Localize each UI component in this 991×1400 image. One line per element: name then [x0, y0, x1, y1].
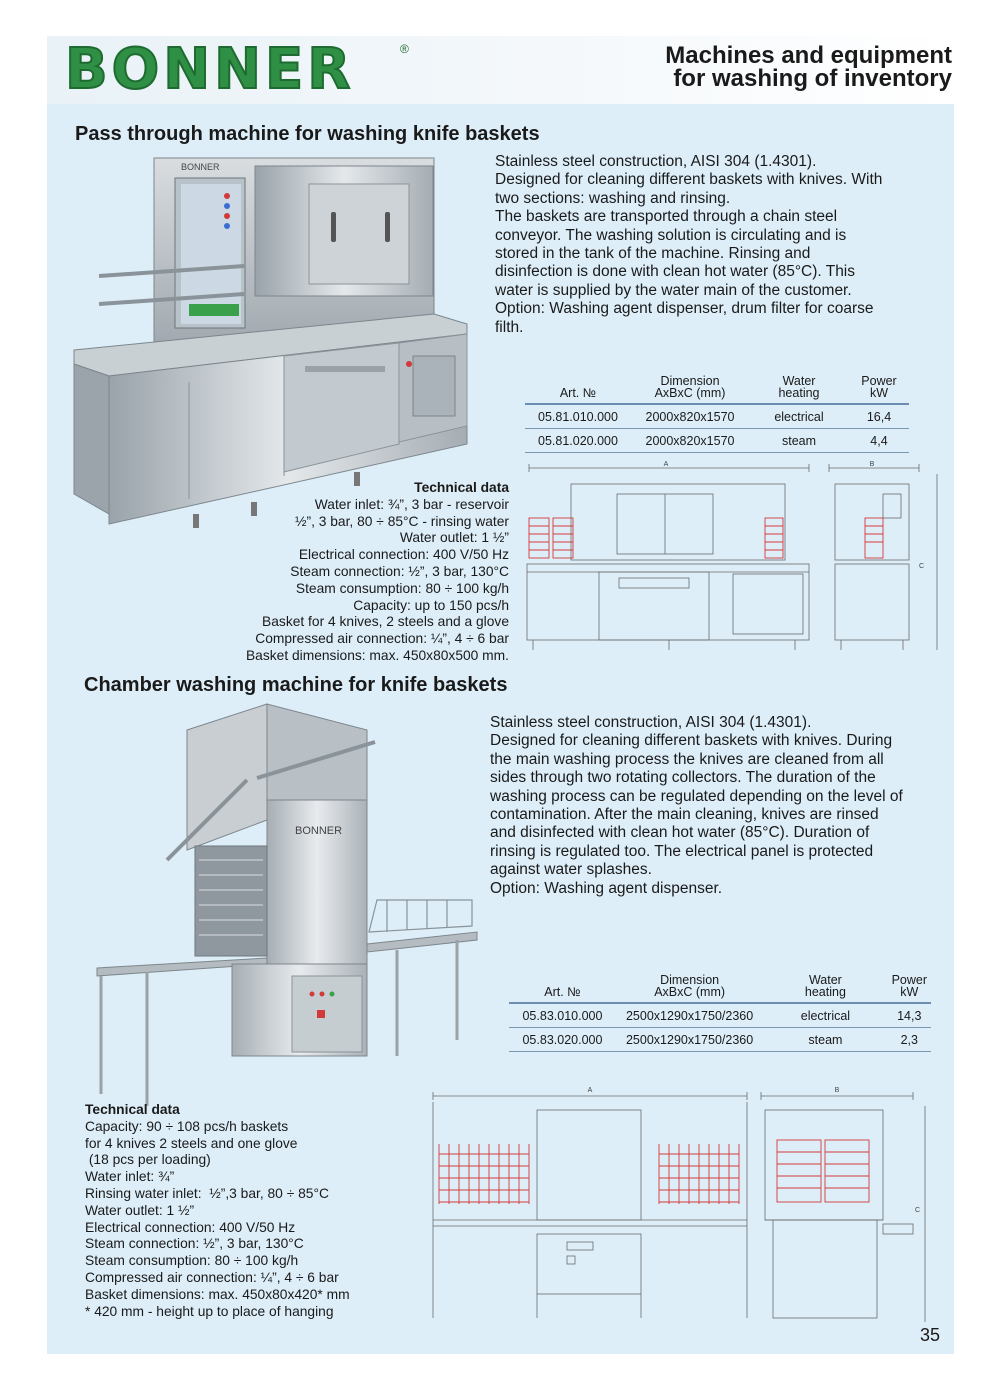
registered-mark: ® [400, 42, 409, 56]
tech-line: Steam connection: ½”, 3 bar, 130°C [85, 1236, 304, 1252]
table-header-row [509, 974, 931, 1003]
tech-line: Basket dimensions: max. 450x80x500 mm. [245, 647, 509, 663]
desc-line: Designed for cleaning different baskets with knives. During [490, 732, 893, 750]
desc-line: against water splashes. [490, 861, 652, 879]
desc-line: contamination. After the main cleaning, knives are rinsed [490, 806, 879, 824]
cell-power: 14,3 [888, 1003, 931, 1028]
catalog-page [47, 36, 954, 1354]
technical-title: Technical data [414, 480, 509, 495]
section2-title: Chamber washing machine for knife baskets [84, 674, 508, 696]
dimension-a-label: A [587, 1087, 593, 1094]
cell-dimension: 2500x1290x1750/2360 [616, 1028, 763, 1052]
tech-line: Compressed air connection: ¼”, 4 ÷ 6 bar [85, 1269, 339, 1285]
col-power: Power kW [849, 375, 909, 404]
cell-dimension: 2500x1290x1750/2360 [616, 1003, 763, 1028]
tech-line: Rinsing water inlet: ½”,3 bar, 80 ÷ 85°C [85, 1185, 329, 1201]
tech-line: Compressed air connection: ¼”, 4 ÷ 6 bar [255, 631, 509, 647]
col-water-heating: Water heating [763, 974, 887, 1003]
tech-line: Electrical connection: 400 V/50 Hz [85, 1219, 296, 1235]
col-art: Art. № [509, 974, 616, 1003]
section2-description [490, 714, 903, 898]
pass-through-machine-image [69, 154, 469, 529]
cell-heating: steam [763, 1028, 887, 1052]
cell-art: 05.83.010.000 [509, 1003, 616, 1028]
section1-technical-drawing [519, 460, 944, 670]
machine-label: BONNER [181, 162, 220, 172]
dimension-c-label: C [919, 563, 925, 570]
tech-line: Basket dimensions: max. 450x80x420* mm [85, 1286, 350, 1302]
desc-line: disinfection is done with clean hot water (85°C). This [495, 263, 856, 281]
cell-heating: electrical [749, 404, 849, 429]
tech-line: Steam consumption: 80 ÷ 100 kg/h [85, 1253, 299, 1269]
tech-line: Water inlet: ¾” [85, 1169, 175, 1185]
table-row [525, 429, 909, 453]
desc-line: Stainless steel construction, AISI 304 (1.4301). [495, 153, 817, 170]
col-power: Power kW [888, 974, 931, 1003]
section2-technical-data [85, 1102, 350, 1320]
tech-line: Steam connection: ½”, 3 bar, 130°C [290, 563, 509, 579]
cell-dimension: 2000x820x1570 [631, 429, 749, 453]
desc-line: stored in the tank of the machine. Rinsing and [495, 245, 811, 263]
desc-line: Stainless steel construction, AISI 304 (1.4301). [490, 714, 812, 731]
tech-line: Capacity: 90 ÷ 108 pcs/h baskets [85, 1118, 289, 1134]
section1-technical-data [246, 480, 509, 665]
desc-line: Designed for cleaning different baskets with knives. With [495, 171, 883, 189]
technical-title: Technical data [85, 1102, 180, 1117]
desc-line: filth. [495, 318, 524, 336]
desc-line: rinsing is regulated too. The electrical panel is protected [490, 842, 874, 860]
brand-name: BONNER [65, 37, 355, 102]
table-row [525, 404, 909, 429]
tech-line: Water inlet: ¾”, 3 bar - reservoir [314, 496, 509, 512]
table-row [509, 1003, 931, 1028]
section1-title: Pass through machine for washing knife baskets [75, 123, 540, 145]
col-art: Art. № [525, 375, 631, 404]
col-dimension: Dimension AxBxC (mm) [631, 375, 749, 404]
dimension-b-label: B [869, 461, 875, 468]
cell-heating: electrical [763, 1003, 887, 1028]
tech-line: (18 pcs per loading) [85, 1152, 211, 1168]
desc-line: the main washing process the knives are cleaned from all [490, 750, 884, 768]
dimension-a-label: A [663, 461, 669, 468]
cell-art: 05.81.020.000 [525, 429, 631, 453]
tech-line: for 4 knives 2 steels and one glove [85, 1135, 298, 1151]
machine-label: BONNER [295, 825, 343, 837]
table-header-row [525, 375, 909, 404]
tech-line: Basket for 4 knives, 2 steels and a glove [262, 614, 509, 630]
header-title-line2: for washing of inventory [673, 65, 952, 92]
chamber-machine-image [87, 700, 482, 1110]
desc-line: conveyor. The washing solution is circulating and is [495, 226, 847, 244]
tech-line: Steam consumption: 80 ÷ 100 kg/h [295, 580, 509, 596]
tech-line: Water outlet: 1 ½” [399, 530, 509, 546]
tech-line: Water outlet: 1 ½” [85, 1202, 195, 1218]
desc-line: The baskets are transported through a chain steel [495, 208, 838, 226]
desc-line: sides through two rotating collectors. The duration of the [490, 769, 876, 787]
tech-line: ½”, 3 bar, 80 ÷ 85°C - rinsing water [294, 513, 509, 529]
desc-line: water is supplied by the water main of the customer. [495, 281, 852, 299]
cell-art: 05.81.010.000 [525, 404, 631, 429]
brand-logo [65, 37, 409, 102]
tech-line: Electrical connection: 400 V/50 Hz [298, 547, 509, 563]
col-water-heating: Water heating [749, 375, 849, 404]
desc-line: two sections: washing and rinsing. [495, 189, 731, 207]
tech-line: Capacity: up to 150 pcs/h [353, 597, 509, 613]
section2-technical-drawing [427, 1084, 932, 1344]
cell-power: 4,4 [849, 429, 909, 453]
page-number: 35 [919, 1325, 940, 1345]
tech-line: * 420 mm - height up to place of hanging [85, 1303, 334, 1319]
desc-line: Option: Washing agent dispenser, drum filter for coarse [495, 300, 874, 318]
dimension-b-label: B [834, 1087, 840, 1094]
cell-heating: steam [749, 429, 849, 453]
header-title-line1: Machines and equipment [665, 42, 952, 69]
table-row [509, 1028, 931, 1052]
header-title [665, 44, 952, 90]
cell-power: 2,3 [888, 1028, 931, 1052]
col-dimension: Dimension AxBxC (mm) [616, 974, 763, 1003]
cell-dimension: 2000x820x1570 [631, 404, 749, 429]
page-header [47, 36, 954, 104]
cell-power: 16,4 [849, 404, 909, 429]
desc-line: washing process can be regulated depending on the level of [490, 787, 903, 805]
section1-spec-table [525, 375, 909, 453]
cell-art: 05.83.020.000 [509, 1028, 616, 1052]
dimension-c-label: C [915, 1207, 921, 1214]
desc-line: and disinfected with clean hot water (85°C). Duration of [490, 824, 870, 842]
desc-line: Option: Washing agent dispenser. [490, 879, 723, 897]
section2-spec-table [509, 974, 931, 1052]
section1-description [495, 153, 882, 337]
